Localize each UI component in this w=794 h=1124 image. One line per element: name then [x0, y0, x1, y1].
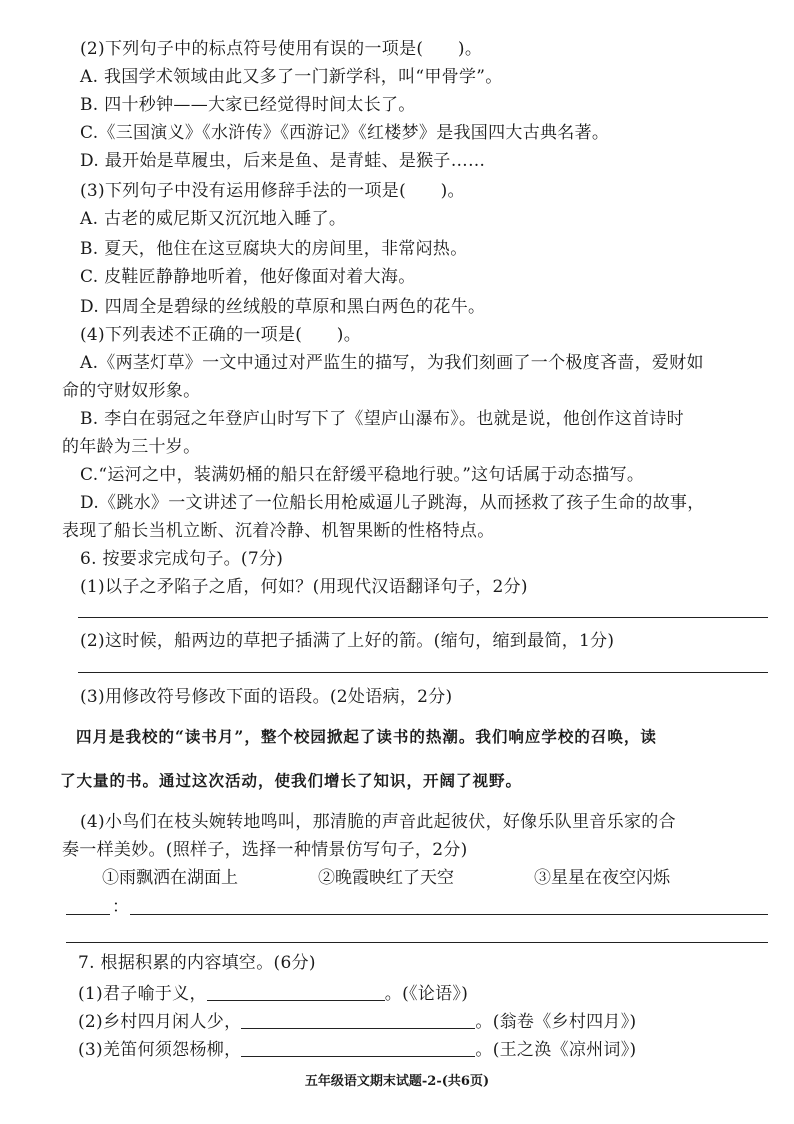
q7-1-source: 。(《论语》) [384, 984, 469, 1004]
q6-3-passage-line2: 了大量的书。通过这次活动，使我们增长了知识，开阔了视野。 [60, 771, 523, 790]
q5-2-option-c: C.《三国演义》《水浒传》《西游记》《红楼梦》是我国四大古典名著。 [80, 123, 610, 143]
q5-4-option-b-line1: B. 李白在弱冠之年登庐山时写下了《望庐山瀑布》。也就是说，他创作这首诗时 [80, 409, 684, 429]
q6-3-passage-line1: 四月是我校的“读书月”，整个校园掀起了读书的热潮。我们响应学校的召唤，读 [76, 727, 657, 746]
q6-4-prompt-line1: (4)小鸟们在枝头婉转地鸣叫，那清脆的声音此起彼伏，好像乐队里音乐家的合 [80, 812, 676, 832]
q6-4-scene-option-2: ②晚霞映红了天空 [318, 868, 454, 888]
q7-1-line [78, 982, 468, 1005]
q6-4-colon: ： [112, 897, 129, 917]
q5-4-option-b-line2: 的年龄为三十岁。 [62, 437, 201, 457]
q5-3-option-b: B. 夏天，他住在这豆腐块大的房间里，非常闷热。 [80, 239, 468, 259]
page-footer: 五年级语文期末试题-2-(共6页) [304, 1074, 490, 1089]
q5-4-option-d-line2: 表现了船长当机立断、沉着冷静、机智果断的性格特点。 [62, 521, 495, 541]
q5-3-option-a: A. 古老的威尼斯又沉沉地入睡了。 [80, 209, 347, 229]
q7-2-blank[interactable] [241, 1010, 475, 1029]
q6-4-answer-line-2[interactable] [66, 942, 768, 943]
q6-4-prompt-line2: 奏一样美妙。(照样子，选择一种情景仿写句子，2分) [62, 840, 468, 860]
q6-4-answer-line-1[interactable] [130, 914, 768, 915]
q6-2-prompt: (2)这时候，船两边的草把子插满了上好的箭。(缩句，缩到最简，1分) [80, 631, 615, 651]
q7-2-prompt: (2)乡村四月闲人少， [78, 1012, 242, 1032]
q5-4-option-a-line1: A.《两茎灯草》一文中通过对严监生的描写，为我们刻画了一个极度吝啬，爱财如 [80, 353, 704, 373]
q5-2-option-b: B. 四十秒钟——大家已经觉得时间太长了。 [80, 95, 416, 115]
q5-4-stem: (4)下列表述不正确的一项是( )。 [80, 325, 362, 345]
q6-2-answer-line[interactable] [78, 672, 768, 673]
q6-1-prompt: (1)以子之矛陷子之盾，何如？(用现代汉语翻译句子，2分) [80, 577, 528, 597]
q6-4-scene-blank[interactable] [66, 914, 110, 915]
q5-2-option-a: A. 我国学术领域由此又多了一门新学科，叫“甲骨学”。 [80, 67, 503, 87]
q5-2-stem: (2)下列句子中的标点符号使用有误的一项是( )。 [80, 39, 483, 59]
q7-3-source: 。(王之涣《凉州词》) [475, 1040, 637, 1060]
q5-3-stem: (3)下列句子中没有运用修辞手法的一项是( )。 [80, 181, 465, 201]
q5-4-option-c: C.“运河之中，装满奶桶的船只在舒缓平稳地行驶。”这句话属于动态描写。 [80, 465, 645, 485]
q6-3-prompt: (3)用修改符号修改下面的语段。(2处语病，2分) [80, 687, 453, 707]
q5-4-option-d-line1: D.《跳水》一文讲述了一位船长用枪威逼儿子跳海，从而拯救了孩子生命的故事， [80, 493, 705, 513]
q7-2-source: 。(翁卷《乡村四月》) [475, 1012, 637, 1032]
q7-1-blank[interactable] [207, 982, 385, 1001]
q7-1-prompt: (1)君子喻于义， [78, 984, 207, 1004]
q6-4-scene-option-1: ①雨飘洒在湖面上 [102, 868, 238, 888]
q6-title: 6. 按要求完成句子。(7分) [80, 549, 284, 569]
q6-4-scene-option-3: ③星星在夜空闪烁 [534, 868, 670, 888]
q5-3-option-d: D. 四周全是碧绿的丝绒般的草原和黑白两色的花牛。 [80, 297, 486, 317]
q5-4-option-a-line2: 命的守财奴形象。 [62, 381, 201, 401]
q7-2-line [78, 1010, 636, 1033]
q7-3-blank[interactable] [241, 1038, 475, 1057]
q5-2-option-d: D. 最开始是草履虫，后来是鱼、是青蛙、是猴子…… [80, 151, 486, 171]
q7-title: 7. 根据积累的内容填空。(6分) [78, 953, 316, 973]
q6-1-answer-line[interactable] [78, 617, 768, 618]
q7-3-prompt: (3)羌笛何须怨杨柳， [78, 1040, 242, 1060]
q5-3-option-c: C. 皮鞋匠静静地听着，他好像面对着大海。 [80, 267, 416, 287]
q7-3-line [78, 1038, 636, 1061]
